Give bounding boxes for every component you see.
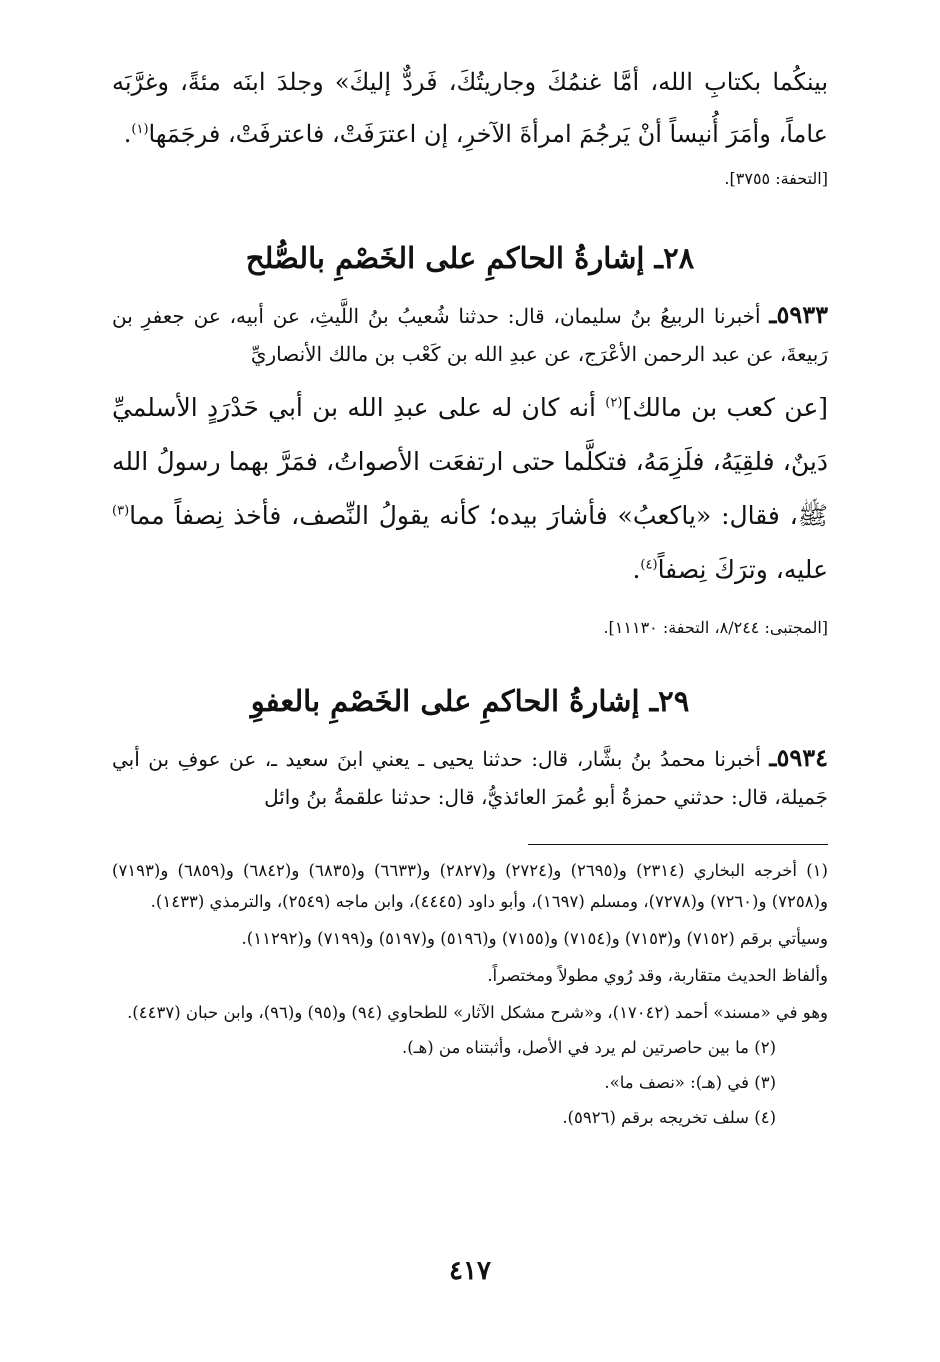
footnote-marker: (١) [131,122,149,137]
section-heading-29: ٢٩ـ إشارةُ الحاكمِ على الخَصْمِ بالعفوِ [250,684,690,718]
matn-text: عليه، وترَكَ نِصفاً [657,555,828,584]
footnote-4: (٤) سلف تخريجه برقم (٥٩٢٦). [562,1108,776,1127]
hadith-number: ٥٩٣٣ـ [769,300,829,329]
hadith-number: ٥٩٣٤ـ [769,743,828,772]
section-heading-28: ٢٨ـ إشارةُ الحاكمِ على الخَصْمِ بالصُّلح [245,241,695,275]
hadith-5934-isnad [112,739,828,816]
footnote-3: (٣) في (هـ): «نصف ما». [604,1073,776,1092]
continuation-text: بينكُما بكتابِ الله، أمَّا غنمُكَ وجاريتُكَ، فَردٌّ إليكَ» وجلدَ ابنَه مئةً، وغرَّبَه عاماً، وأمَرَ أُنيساً أنْ يَرجُمَ امرأةَ الآخرِ، إن اعترَفَتْ، فاعترفَتْ، فرجَمَها [112,68,828,148]
footnote-2: (٢) ما بين حاصرتين لم يرد في الأصل، وأثبتناه من (هـ). [402,1038,776,1057]
footnote-separator [528,844,828,845]
footnote-marker: (٢) [605,395,623,411]
footnotes [112,855,828,1133]
sentence-end: . [632,555,641,584]
footnote-1-continued: وهو في «مسند» أحمد (١٧٠٤٢)، و«شرح مشكل الآثار» للطحاوي (٩٤) و(٩٥) و(٩٦)، وابن حبان (٤٤٣٧). [127,1003,828,1022]
isnad-text: أخبرنا الربيعُ بنُ سليمان، قال: حدثنا شُعيبُ بنُ اللَّيثِ، عن أبيه، عن جعفرِ بن رَبيعةَ، عن عبد الرحمن الأعْرَج، عن عبدِ الله بن كَعْب بن مالك الأنصاريِّ [112,304,828,366]
isnad-text: أخبرنا محمدُ بنُ بشَّار، قال: حدثنا يحيى ـ يعني ابنَ سعيد ـ، عن عوفِ بن أبي جَميلة، قال: حدثني حمزةُ أبو عُمرَ العائذيُّ، قال: حدثنا علقمةُ بنُ وائل [112,747,828,809]
continuation-paragraph [112,56,828,160]
footnote-marker: (٣) [112,503,130,519]
footnote-1-continued: وسيأتي برقم (٧١٥٢) و(٧١٥٣) و(٧١٥٤) و(٧١٥٥) و(٥١٩٦) و(٥١٩٧) و(٧١٩٩) و(١١٢٩٢). [241,929,828,948]
hadith-5933-isnad [112,296,828,373]
tuhfa-reference: [التحفة: ٣٧٥٥]. [724,169,828,188]
hadith-5933-matn [112,381,828,597]
footnote-marker: (٤) [640,557,658,573]
mujtaba-reference: [المجتبى: ٨/٢٤٤، التحفة: ١١١٣٠]. [603,618,828,637]
footnote-1: (١) أخرجه البخاري (٢٣١٤) و(٢٦٩٥) و(٢٧٢٤) و(٢٨٢٧) و(٦٦٣٣) و(٦٨٣٥) و(٦٨٤٢) و(٦٨٥٩) و(٧١٩٣) و(٧٢٥٨) و(٧٢٦٠) و(٧٢٧٨)، ومسلم (١٦٩٧)، وأبو داود (٤٤٤٥)، وابن ماجه (٢٥٤٩)، والترمذي (١٤٣٣). [112,861,828,911]
footnote-1-continued: وألفاظ الحديث متقاربة، وقد رُوي مطولاً ومختصراً. [487,966,828,985]
matn-text: أنه كان له على عبدِ الله بن أبي حَدْرَدٍ الأسلميِّ دَينٌ، فلقِيَهُ، فلَزِمَهُ، فتكلَّما حتى ارتفعَت الأصواتُ، فمَرَّ بهما رسولُ الله ﷺ، فقال: «ياكعبُ» فأشارَ بيده؛ كأنه يقولُ النِّصف، فأخذ نِصفاً مما [112,393,828,530]
sentence-end: . [123,120,132,148]
page-number: ٤١٧ [449,1256,491,1286]
matn-bracketed: [عن كعب بن مالك] [622,393,828,422]
